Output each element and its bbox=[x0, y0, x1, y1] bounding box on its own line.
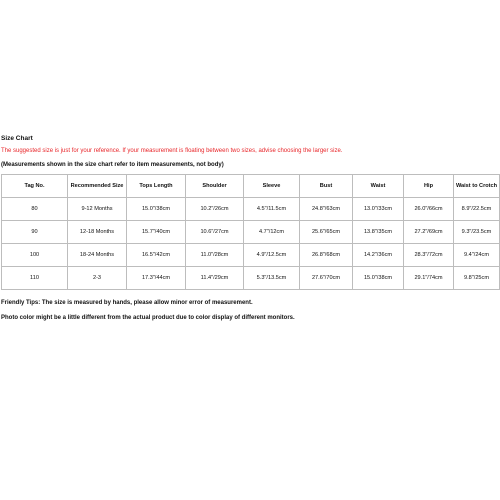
table-cell: 12-18 Months bbox=[68, 221, 127, 244]
table-cell: 24.8"/63cm bbox=[300, 198, 353, 221]
table-cell: 2-3 bbox=[68, 267, 127, 290]
header-tag-no: Tag No. bbox=[2, 175, 68, 198]
table-cell: 110 bbox=[2, 267, 68, 290]
table-cell: 13.0"/33cm bbox=[353, 198, 404, 221]
size-warning-text: The suggested size is just for your reference. If your measurement is floating between two sizes, advise choosing the larger size. bbox=[1, 148, 343, 154]
table-cell: 8.9"/22.5cm bbox=[454, 198, 500, 221]
table-cell: 10.6"/27cm bbox=[186, 221, 244, 244]
table-cell: 26.0"/66cm bbox=[404, 198, 454, 221]
table-cell: 27.6"/70cm bbox=[300, 267, 353, 290]
table-cell: 9.8"/25cm bbox=[454, 267, 500, 290]
table-cell: 28.3"/72cm bbox=[404, 244, 454, 267]
table-row bbox=[2, 198, 500, 221]
header-bust: Bust bbox=[300, 175, 353, 198]
table-cell: 9.4"/24cm bbox=[454, 244, 500, 267]
table-row bbox=[2, 244, 500, 267]
table-cell: 9-12 Months bbox=[68, 198, 127, 221]
header-waist: Waist bbox=[353, 175, 404, 198]
table-row bbox=[2, 221, 500, 244]
table-cell: 9.3"/23.5cm bbox=[454, 221, 500, 244]
table-cell: 11.0"/28cm bbox=[186, 244, 244, 267]
table-cell: 80 bbox=[2, 198, 68, 221]
table-cell: 13.8"/35cm bbox=[353, 221, 404, 244]
table-cell: 5.3"/13.5cm bbox=[244, 267, 300, 290]
table-header-row bbox=[2, 175, 500, 198]
table-cell: 16.5"/42cm bbox=[127, 244, 186, 267]
table-cell: 25.6"/65cm bbox=[300, 221, 353, 244]
header-waist-to-crotch: Waist to Crotch bbox=[454, 175, 500, 198]
table-cell: 10.2"/26cm bbox=[186, 198, 244, 221]
table-cell: 14.2"/36cm bbox=[353, 244, 404, 267]
table-cell: 11.4"/29cm bbox=[186, 267, 244, 290]
color-disclaimer-text: Photo color might be a little different from the actual product due to color display of different monitors. bbox=[1, 315, 295, 321]
table-cell: 26.8"/68cm bbox=[300, 244, 353, 267]
table-cell: 27.2"/69cm bbox=[404, 221, 454, 244]
header-hip: Hip bbox=[404, 175, 454, 198]
table-cell: 4.9"/12.5cm bbox=[244, 244, 300, 267]
table-row bbox=[2, 267, 500, 290]
size-chart-title: Size Chart bbox=[1, 135, 33, 142]
table-cell: 15.7"/40cm bbox=[127, 221, 186, 244]
table-cell: 90 bbox=[2, 221, 68, 244]
table-cell: 29.1"/74cm bbox=[404, 267, 454, 290]
size-table bbox=[1, 174, 500, 290]
table-cell: 17.3"/44cm bbox=[127, 267, 186, 290]
table-cell: 15.0"/38cm bbox=[127, 198, 186, 221]
friendly-tips-text: Friendly Tips: The size is measured by hands, please allow minor error of measurement. bbox=[1, 300, 253, 306]
table-cell: 4.5"/11.5cm bbox=[244, 198, 300, 221]
measurement-note: (Measurements shown in the size chart refer to item measurements, not body) bbox=[1, 162, 224, 168]
header-recommended-size: Recommended Size bbox=[68, 175, 127, 198]
table-cell: 100 bbox=[2, 244, 68, 267]
header-tops-length: Tops Length bbox=[127, 175, 186, 198]
header-shoulder: Shoulder bbox=[186, 175, 244, 198]
table-cell: 4.7"/12cm bbox=[244, 221, 300, 244]
table-cell: 15.0"/38cm bbox=[353, 267, 404, 290]
header-sleeve: Sleeve bbox=[244, 175, 300, 198]
table-cell: 18-24 Months bbox=[68, 244, 127, 267]
